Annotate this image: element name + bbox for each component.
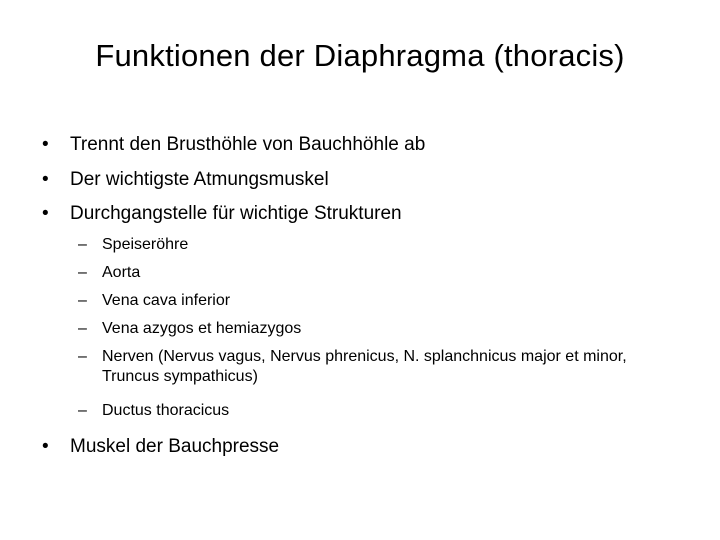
bullet-item: [42, 133, 425, 157]
sub-list-item: [78, 235, 678, 255]
sub-list-item: [78, 401, 678, 421]
bullet-icon: •: [42, 169, 49, 190]
bullet-item: [42, 435, 279, 459]
sub-list-item: [78, 291, 678, 311]
dash-icon: –: [78, 348, 87, 365]
sub-item-text: Vena azygos et hemiazygos: [102, 320, 302, 337]
bullet-text: Durchgangstelle für wichtige Strukturen: [70, 203, 402, 224]
bullet-item: [42, 202, 402, 226]
bullet-icon: •: [42, 436, 49, 457]
dash-icon: –: [78, 264, 87, 281]
sub-item-text: Aorta: [102, 264, 141, 281]
dash-icon: –: [78, 402, 87, 419]
sub-list-item: [78, 347, 658, 387]
bullet-icon: •: [42, 203, 49, 224]
dash-icon: –: [78, 320, 87, 337]
bullet-icon: •: [42, 134, 49, 155]
sub-list-item: [78, 263, 678, 283]
bullet-text: Muskel der Bauchpresse: [70, 436, 280, 457]
bullet-item: [42, 168, 329, 192]
sub-item-text: Ductus thoracicus: [102, 402, 230, 419]
sub-item-text: Nerven (Nervus vagus, Nervus phrenicus, N. splanchnicus major et minor, Truncus sympathicus): [102, 348, 627, 385]
sub-item-text: Vena cava inferior: [102, 292, 231, 309]
sub-item-text: Speiseröhre: [102, 236, 189, 253]
slide-title: Funktionen der Diaphragma (thoracis): [95, 38, 625, 73]
sub-list-item: [78, 319, 678, 339]
dash-icon: –: [78, 236, 87, 253]
dash-icon: –: [78, 292, 87, 309]
bullet-text: Trennt den Brusthöhle von Bauchhöhle ab: [70, 134, 426, 155]
bullet-text: Der wichtigste Atmungsmuskel: [70, 169, 329, 190]
